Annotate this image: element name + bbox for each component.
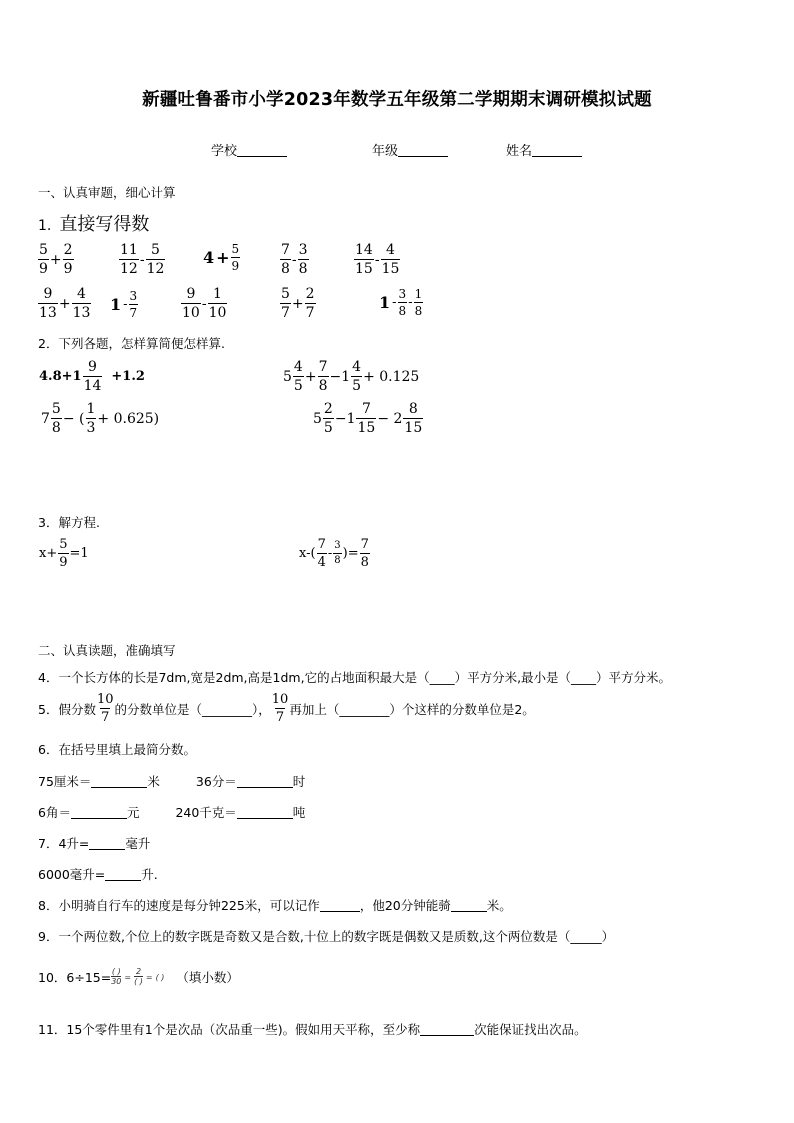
q8-text: 8．小明骑自行车的速度是每分钟225米，可以记作 ，他20分钟能骑 米。 — [38, 898, 512, 913]
q7-line-2: 6000毫升= 升. — [38, 867, 158, 882]
school-field[interactable] — [211, 140, 287, 159]
grade-field[interactable] — [372, 140, 448, 159]
name-label: 姓名 — [506, 144, 533, 159]
q4-text: 4．一个长方体的长是7dm,宽是2dm,高是1dm,它的占地面积最大是（____）平方分米,最小是（____）平方分米。 — [38, 670, 672, 685]
q11-blank[interactable] — [420, 1023, 474, 1036]
name-field[interactable] — [506, 140, 582, 159]
q2-expr-2: 5 $\frac{4}{5}$ + $\frac{7}{8}$ −1 $\frac{4}{5}$ + 0.125 — [283, 359, 420, 394]
section-2-heading: 二、认真读题，准确填写 — [38, 643, 176, 658]
q2-expr-4: 5 $\frac{2}{5}$ −1 $\frac{7}{15}$ − 2 $\frac{8}{15}$ — [313, 401, 423, 436]
q1-item-5: $\frac{14}{15}$ - $\frac{4}{15}$ — [355, 242, 400, 277]
q2-expr-1: 4.8+1 $\frac{9}{14}$ +1.2 — [39, 359, 145, 394]
school-label: 学校 — [211, 144, 238, 159]
q1-item-7: 1 - $\frac{3}{7}$ — [110, 289, 138, 320]
q8-blank-2[interactable] — [451, 899, 487, 912]
q1-title: 直接写得数 — [59, 214, 150, 235]
grade-blank[interactable] — [398, 143, 448, 157]
q1-item-1: $\frac{5}{9}$ + $\frac{2}{9}$ — [39, 242, 73, 277]
q3-equation-1: x+ $\frac{5}{9}$ =1 — [39, 537, 89, 570]
q10-text: 10．6÷15= ( ) 30 = 2 ( ) = ( ) （填小数） — [38, 967, 239, 986]
q1-item-6: $\frac{9}{13}$ + $\frac{4}{13}$ — [39, 286, 91, 321]
q9-text: 9．一个两位数,个位上的数字既是奇数又是合数,十位上的数字既是偶数又是质数,这个两位数是（_____） — [38, 929, 615, 944]
q1-item-3: 4 + $\frac{5}{9}$ — [203, 242, 240, 273]
q6-blank-4[interactable] — [237, 806, 293, 819]
q6-row-1: 75厘米＝ 米 36分＝ 时 — [38, 774, 306, 789]
q8-blank-1[interactable] — [320, 899, 360, 912]
grade-label: 年级 — [372, 144, 399, 159]
q1-item-10: 1 - $\frac{3}{8}$ - $\frac{1}{8}$ — [379, 287, 423, 318]
q2-prompt: 2．下列各题，怎样算简便怎样算. — [38, 336, 225, 351]
q2-expr-3: 7 $\frac{5}{8}$ − ( $\frac{1}{3}$ + 0.625) — [41, 401, 160, 436]
q1-item-9: $\frac{5}{7}$ + $\frac{2}{7}$ — [281, 286, 315, 321]
q7-blank-2[interactable] — [105, 868, 141, 881]
q1-item-8: $\frac{9}{10}$ - $\frac{1}{10}$ — [182, 286, 227, 321]
q6-row-2: 6角＝ 元 240千克＝ 吨 — [38, 805, 306, 820]
q6-prompt: 6．在括号里填上最简分数。 — [38, 742, 196, 757]
q6-blank-1[interactable] — [91, 775, 147, 788]
q1-item-4: $\frac{7}{8}$ - $\frac{3}{8}$ — [281, 242, 308, 277]
q5-text: 5．假分数 $\frac{10}{7}$ 的分数单位是（________）， $\frac{10}{7}$ 再加上（________）个这样的分数单位是2。 — [38, 692, 535, 725]
q6-blank-3[interactable] — [71, 806, 127, 819]
q3-equation-2: x-( $\frac{7}{4}$ - $\frac{3}{8}$ )= $\frac{7}{8}$ — [299, 537, 369, 570]
school-blank[interactable] — [237, 143, 287, 157]
name-blank[interactable] — [532, 143, 582, 157]
q1-item-2: $\frac{11}{12}$ - $\frac{5}{12}$ — [120, 242, 165, 277]
q3-prompt: 3．解方程. — [38, 515, 100, 530]
q11-text: 11．15个零件里有1个是次品（次品重一些)。假如用天平称，至少称 次能保证找出次品。 — [38, 1022, 587, 1037]
q7-line-1: 7．4升= 毫升 — [38, 836, 151, 851]
page-title: 新疆吐鲁番市小学2023年数学五年级第二学期期末调研模拟试题 — [142, 90, 652, 110]
q1-heading — [38, 210, 149, 236]
q6-blank-2[interactable] — [237, 775, 293, 788]
q7-blank-1[interactable] — [89, 837, 125, 850]
section-1-heading: 一、认真审题，细心计算 — [38, 185, 176, 200]
q1-number: 1. — [38, 218, 52, 234]
